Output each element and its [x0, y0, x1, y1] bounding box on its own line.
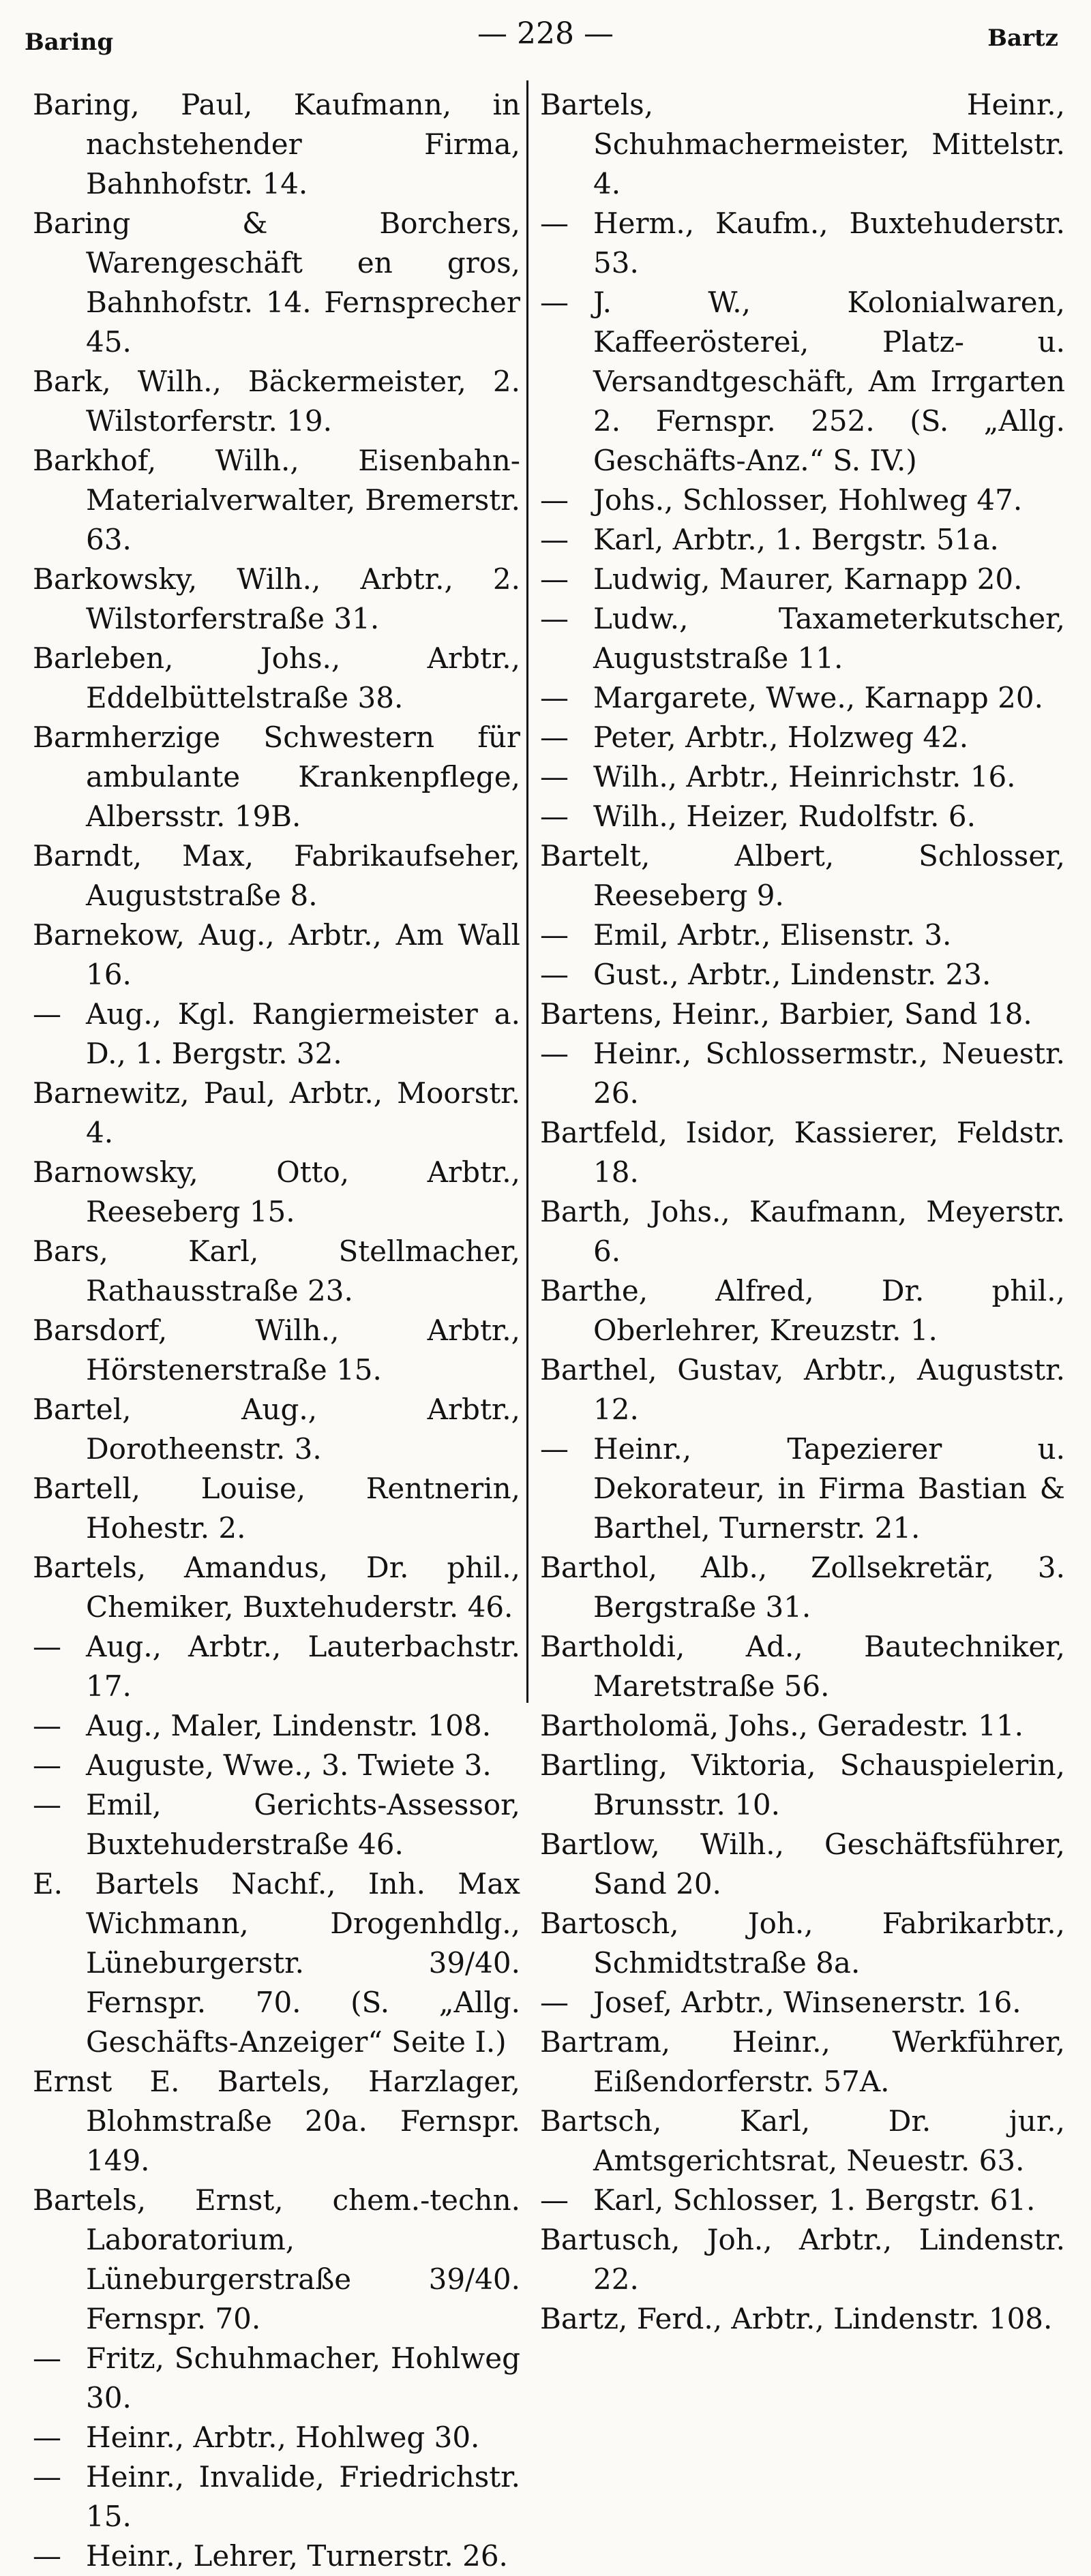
directory-entry [540, 718, 1065, 757]
repeat-dash: — [540, 1986, 569, 2019]
entry-text: Barleben, Johs., Arbtr., Eddelbüttelstraße 38. [33, 641, 520, 714]
entry-text: Bartfeld, Isidor, Kassierer, Feldstr. 18. [540, 1116, 1065, 1189]
directory-entry [33, 2062, 520, 2181]
entry-text: Barthol, Alb., Zollsekretär, 3. Bergstraße 31. [540, 1551, 1065, 1624]
repeat-dash: — [540, 1037, 569, 1070]
entry-text: Barsdorf, Wilh., Arbtr., Hörstenerstraße 15. [33, 1314, 520, 1387]
directory-entry [540, 1746, 1065, 1825]
directory-entry [33, 995, 520, 1074]
entry-text: Bartz, Ferd., Arbtr., Lindenstr. 108. [540, 2302, 1053, 2335]
directory-entry [33, 2339, 520, 2418]
directory-entry [33, 1390, 520, 1469]
entry-text: Bartholomä, Johs., Geradestr. 11. [540, 1709, 1023, 1742]
entry-text: Karl, Arbtr., 1. Bergstr. 51a. [593, 523, 999, 556]
directory-entry [540, 1034, 1065, 1113]
entry-text: Heinr., Tapezierer u. Dekorateur, in Firma Bastian & Barthel, Turnerstr. 21. [593, 1432, 1065, 1545]
directory-entry [540, 995, 1065, 1034]
entry-text: Peter, Arbtr., Holzweg 42. [593, 721, 969, 754]
directory-entry [540, 1904, 1065, 1983]
repeat-dash: — [33, 1709, 61, 1742]
repeat-dash: — [33, 2539, 61, 2573]
directory-entry [540, 2299, 1065, 2339]
header-right-keyword: Bartz [987, 25, 1058, 52]
repeat-dash: — [33, 2460, 61, 2494]
entry-text: Barmherzige Schwestern für ambulante Krankenpflege, Albersstr. 19B. [33, 721, 520, 833]
entry-text: Heinr., Invalide, Friedrichstr. 15. [86, 2460, 520, 2533]
directory-entry [540, 1548, 1065, 1627]
repeat-dash: — [540, 721, 569, 754]
repeat-dash: — [540, 483, 569, 517]
entry-text: E. Bartels Nachf., Inh. Max Wichmann, Drogenhdlg., Lüneburgerstr. 39/40. Fernspr. 70. (S. „Allg. Geschäfts-Anzeiger“ Seite I.) [33, 1867, 520, 2059]
directory-entry [33, 836, 520, 915]
entry-text: Barthel, Gustav, Arbtr., Auguststr. 12. [540, 1353, 1065, 1426]
entry-text: Margarete, Wwe., Karnapp 20. [593, 681, 1043, 714]
entry-text: Barnekow, Aug., Arbtr., Am Wall 16. [33, 918, 520, 991]
entry-text: Bartell, Louise, Rentnerin, Hohestr. 2. [33, 1472, 520, 1545]
entry-text: Barth, Johs., Kaufmann, Meyerstr. 6. [540, 1195, 1065, 1268]
directory-entry [33, 560, 520, 639]
entry-text: Karl, Schlosser, 1. Bergstr. 61. [593, 2183, 1036, 2217]
repeat-dash: — [540, 681, 569, 714]
directory-entry [33, 718, 520, 836]
repeat-dash: — [33, 1748, 61, 1782]
entry-text: Bartelt, Albert, Schlosser, Reeseberg 9. [540, 839, 1065, 912]
directory-entry [33, 2536, 520, 2576]
repeat-dash: — [540, 2183, 569, 2217]
entry-text: Ludwig, Maurer, Karnapp 20. [593, 562, 1023, 596]
repeat-dash: — [540, 523, 569, 556]
directory-entry [540, 757, 1065, 797]
directory-entry [33, 1706, 520, 1746]
directory-entry [33, 1548, 520, 1627]
repeat-dash: — [540, 286, 569, 319]
entry-text: Barnowsky, Otto, Arbtr., Reeseberg 15. [33, 1155, 520, 1228]
entry-text: Herm., Kaufm., Buxtehuderstr. 53. [593, 207, 1065, 279]
entry-text: Barnewitz, Paul, Arbtr., Moorstr. 4. [33, 1076, 520, 1149]
directory-entry [540, 283, 1065, 481]
entry-text: Bartusch, Joh., Arbtr., Lindenstr. 22. [540, 2223, 1065, 2296]
directory-entry [33, 204, 520, 362]
directory-entry [540, 678, 1065, 718]
entry-text: Auguste, Wwe., 3. Twiete 3. [86, 1748, 492, 1782]
directory-entry [33, 915, 520, 995]
entry-text: Emil, Arbtr., Elisenstr. 3. [593, 918, 952, 952]
entry-text: Bartens, Heinr., Barbier, Sand 18. [540, 997, 1032, 1031]
directory-entry [33, 2181, 520, 2339]
entry-text: Johs., Schlosser, Hohlweg 47. [593, 483, 1023, 517]
directory-entry [33, 85, 520, 204]
entry-text: Baring, Paul, Kaufmann, in nachstehender Firma, Bahnhofstr. 14. [33, 88, 520, 200]
entry-text: Heinr., Arbtr., Hohlweg 30. [86, 2421, 480, 2454]
entry-text: Aug., Maler, Lindenstr. 108. [86, 1709, 492, 1742]
repeat-dash: — [540, 207, 569, 240]
entry-text: Ernst E. Bartels, Harzlager, Blohmstraße 20a. Fernspr. 149. [33, 2065, 520, 2177]
entry-text: Aug., Kgl. Rangiermeister a. D., 1. Bergstr. 32. [86, 997, 520, 1070]
entry-text: Bartsch, Karl, Dr. jur., Amtsgerichtsrat, Neuestr. 63. [540, 2104, 1065, 2177]
directory-entry [540, 1983, 1065, 2022]
directory-entry [540, 2181, 1065, 2220]
entry-text: Barkhof, Wilh., Eisenbahn-Materialverwalter, Bremerstr. 63. [33, 444, 520, 556]
directory-entry [540, 560, 1065, 599]
entry-text: Fritz, Schuhmacher, Hohlweg 30. [86, 2342, 520, 2414]
directory-entry [33, 1627, 520, 1706]
entry-text: J. W., Kolonialwaren, Kaffeerösterei, Platz- u. Versandtgeschäft, Am Irrgarten 2. Fernspr. 252. (S. „Allg. Geschäfts-Anz.“ S. IV.) [593, 286, 1065, 477]
repeat-dash: — [540, 800, 569, 833]
repeat-dash: — [540, 958, 569, 991]
entry-text: Heinr., Lehrer, Turnerstr. 26. [86, 2539, 508, 2573]
directory-entry [33, 1785, 520, 1864]
directory-entry [33, 1864, 520, 2062]
directory-entry [540, 2102, 1065, 2181]
entry-text: Bartel, Aug., Arbtr., Dorotheenstr. 3. [33, 1393, 520, 1466]
directory-entry [540, 599, 1065, 678]
directory-entry [33, 362, 520, 441]
directory-entry [540, 85, 1065, 204]
entry-text: Barkowsky, Wilh., Arbtr., 2. Wilstorferstraße 31. [33, 562, 520, 635]
directory-entry [540, 915, 1065, 955]
repeat-dash: — [33, 1630, 61, 1663]
entry-text: Bartels, Ernst, chem.-techn. Laboratorium, Lüneburgerstraße 39/40. Fernspr. 70. [33, 2183, 520, 2335]
directory-entry [540, 1627, 1065, 1706]
entry-text: Bartlow, Wilh., Geschäftsführer, Sand 20. [540, 1828, 1065, 1900]
repeat-dash: — [540, 562, 569, 596]
entry-text: Baring & Borchers, Warengeschäft en gros, Bahnhofstr. 14. Fernsprecher 45. [33, 207, 520, 359]
directory-entry [540, 2022, 1065, 2102]
directory-entry [33, 1153, 520, 1232]
directory-entry [33, 1232, 520, 1311]
right-column [540, 85, 1065, 2339]
entry-text: Wilh., Heizer, Rudolfstr. 6. [593, 800, 976, 833]
directory-entry [540, 1113, 1065, 1192]
directory-entry [540, 955, 1065, 995]
page-header [0, 14, 1091, 61]
entry-text: Bartling, Viktoria, Schauspielerin, Brunsstr. 10. [540, 1748, 1065, 1821]
entry-text: Bartosch, Joh., Fabrikarbtr., Schmidtstraße 8a. [540, 1907, 1065, 1980]
directory-entry [540, 520, 1065, 560]
entry-text: Emil, Gerichts-Assessor, Buxtehuderstraße 46. [86, 1788, 520, 1861]
entry-text: Aug., Arbtr., Lauterbachstr. 17. [86, 1630, 520, 1703]
page-number: — 228 — [477, 16, 614, 51]
directory-entry [33, 1074, 520, 1153]
repeat-dash: — [33, 2342, 61, 2375]
entry-text: Josef, Arbtr., Winsenerstr. 16. [593, 1986, 1021, 2019]
entry-text: Gust., Arbtr., Lindenstr. 23. [593, 958, 991, 991]
repeat-dash: — [540, 602, 569, 635]
entry-text: Barndt, Max, Fabrikaufseher, Auguststraße 8. [33, 839, 520, 912]
entry-text: Wilh., Arbtr., Heinrichstr. 16. [593, 760, 1016, 793]
entry-text: Bartholdi, Ad., Bautechniker, Maretstraße 56. [540, 1630, 1065, 1703]
directory-entry [540, 481, 1065, 520]
repeat-dash: — [540, 1432, 569, 1466]
directory-entry [540, 1825, 1065, 1904]
entry-text: Bartels, Amandus, Dr. phil., Chemiker, Buxtehuderstr. 46. [33, 1551, 520, 1624]
column-divider [526, 80, 528, 1703]
directory-entry [33, 1746, 520, 1785]
directory-entry [540, 1271, 1065, 1350]
directory-entry [540, 797, 1065, 836]
repeat-dash: — [33, 2421, 61, 2454]
repeat-dash: — [540, 760, 569, 793]
entry-text: Heinr., Schlossermstr., Neuestr. 26. [593, 1037, 1065, 1110]
directory-entry [540, 1429, 1065, 1548]
entry-text: Bars, Karl, Stellmacher, Rathausstraße 23. [33, 1234, 520, 1307]
directory-entry [540, 204, 1065, 283]
entry-text: Bartram, Heinr., Werkführer, Eißendorferstr. 57A. [540, 2025, 1065, 2098]
left-column [33, 85, 520, 2576]
entry-text: Ludw., Taxameterkutscher, Auguststraße 11. [593, 602, 1065, 675]
directory-entry [540, 1706, 1065, 1746]
entry-text: Barthe, Alfred, Dr. phil., Oberlehrer, Kreuzstr. 1. [540, 1274, 1065, 1347]
entry-text: Bartels, Heinr., Schuhmachermeister, Mittelstr. 4. [540, 88, 1065, 200]
directory-entry [540, 2220, 1065, 2299]
directory-entry [33, 2418, 520, 2457]
directory-entry [540, 1350, 1065, 1429]
directory-entry [540, 836, 1065, 915]
repeat-dash: — [540, 918, 569, 952]
directory-entry [33, 639, 520, 718]
repeat-dash: — [33, 997, 61, 1031]
repeat-dash: — [33, 1788, 61, 1821]
directory-entry [33, 2457, 520, 2536]
entry-text: Bark, Wilh., Bäckermeister, 2. Wilstorferstr. 19. [33, 365, 520, 438]
directory-entry [33, 1311, 520, 1390]
directory-entry [33, 441, 520, 560]
header-left-keyword: Baring [25, 29, 114, 56]
directory-entry [540, 1192, 1065, 1271]
directory-entry [33, 1469, 520, 1548]
